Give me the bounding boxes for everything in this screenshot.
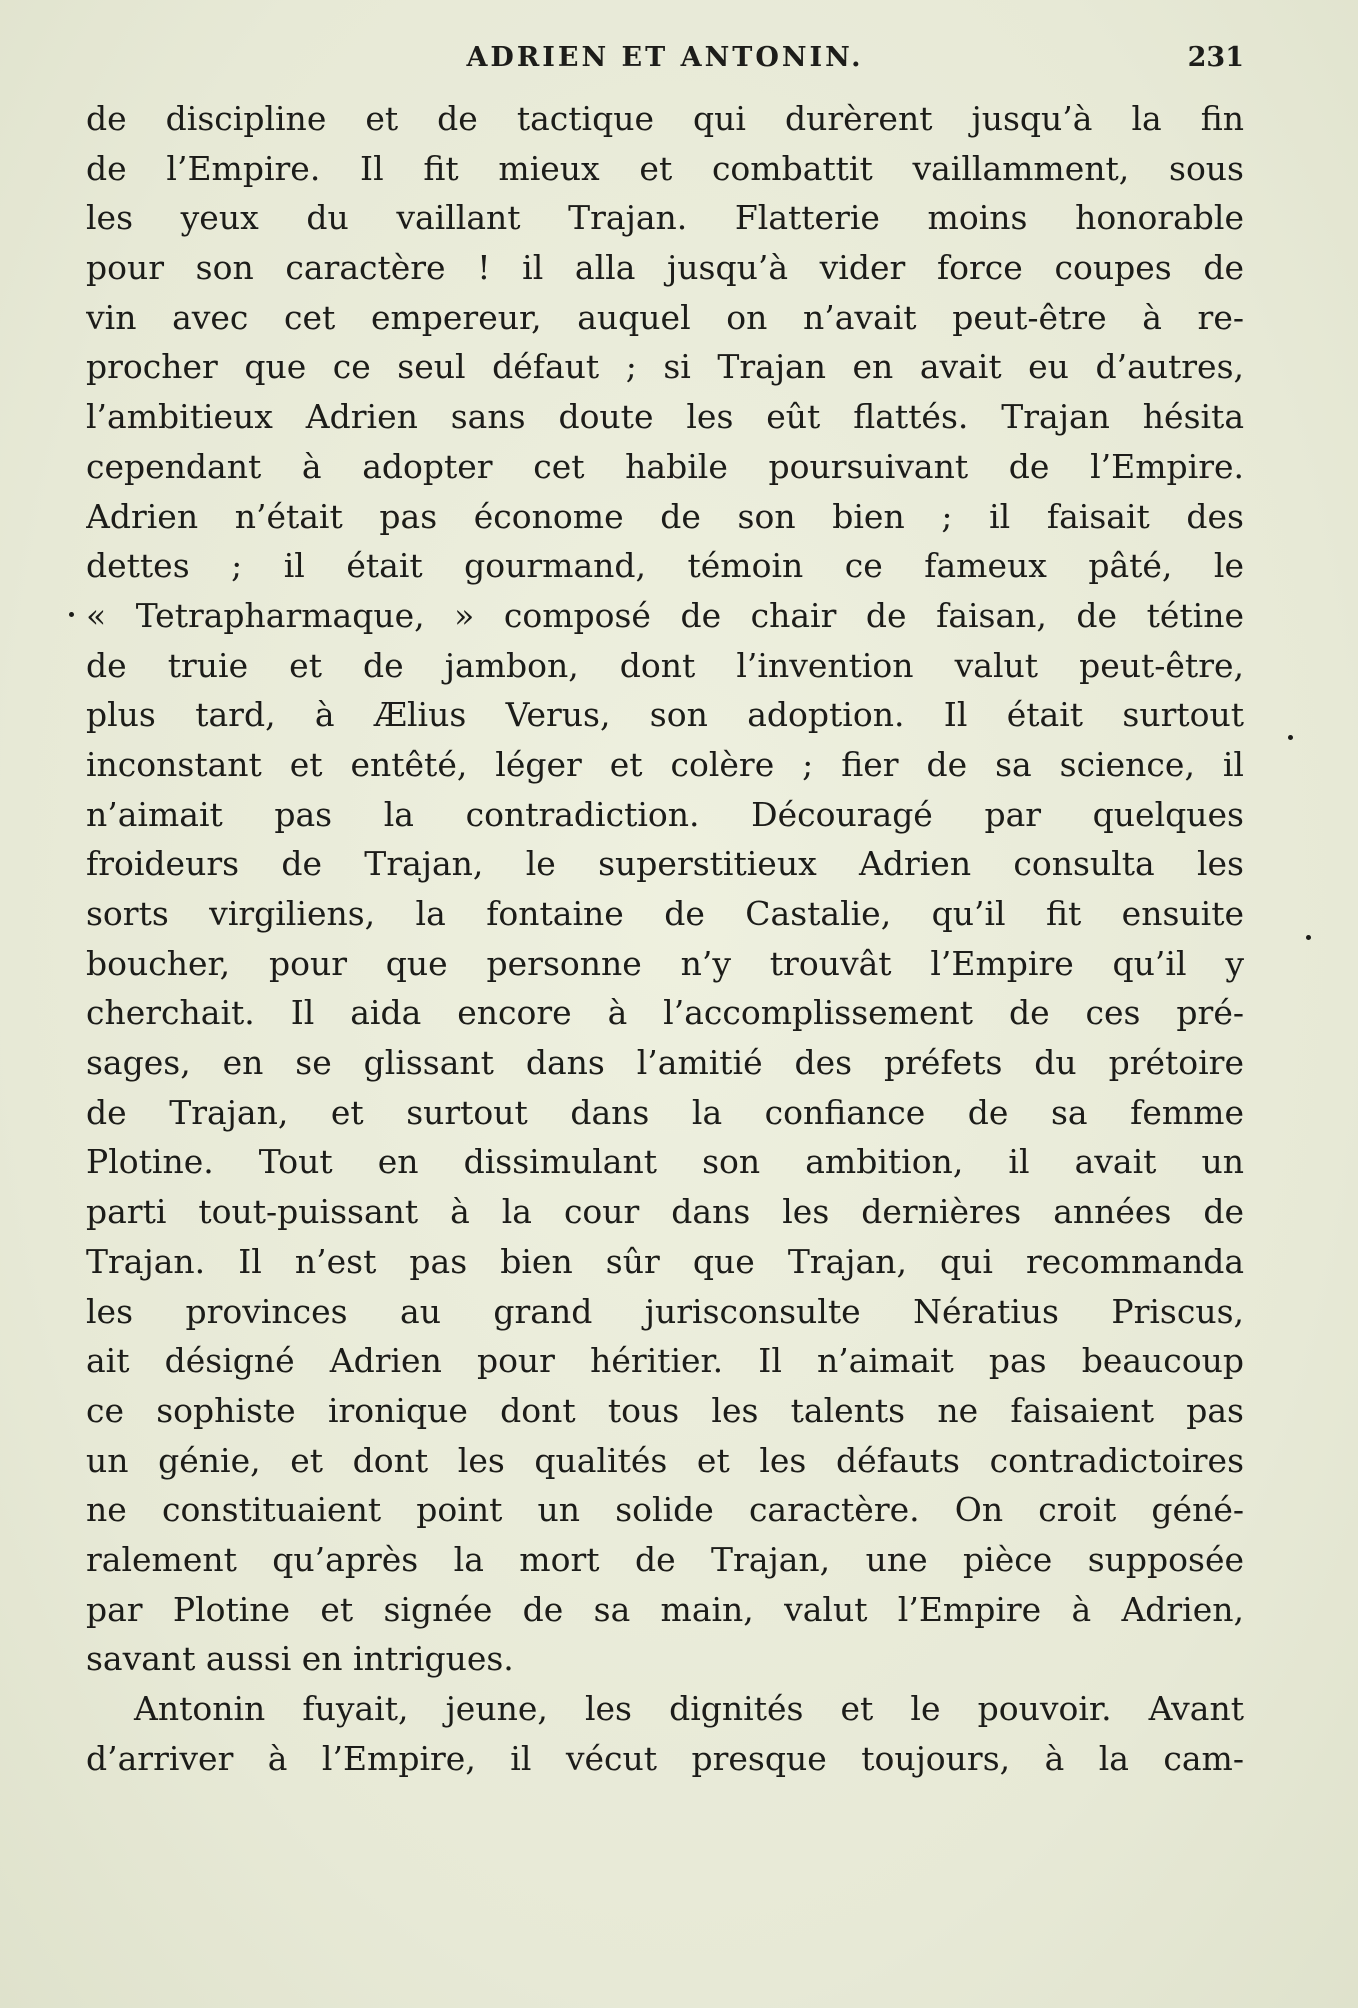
text-line: ce sophiste ironique dont tous les talents ne faisaient pas — [86, 1390, 1244, 1430]
text-line: Trajan. Il n’est pas bien sûr que Trajan, qui recommanda — [86, 1241, 1244, 1281]
text-line: de l’Empire. Il fit mieux et combattit vaillamment, sous — [86, 148, 1244, 188]
text-line: Plotine. Tout en dissimulant son ambition, il avait un — [86, 1142, 1244, 1182]
text-line: n’aimait pas la contradiction. Découragé par quelques — [86, 794, 1244, 834]
text-line: cherchait. Il aida encore à l’accomplissement de ces pré- — [86, 993, 1244, 1033]
text-line: froideurs de Trajan, le superstitieux Adrien consulta les — [86, 844, 1244, 884]
text-line: les yeux du vaillant Trajan. Flatterie moins honorable — [86, 198, 1244, 238]
text-line: de discipline et de tactique qui durèrent jusqu’à la fin — [86, 99, 1244, 138]
text-line: de Trajan, et surtout dans la confiance de sa femme — [86, 1092, 1244, 1132]
text-line: dettes ; il était gourmand, témoin ce fameux pâté, le — [86, 546, 1244, 586]
text-line: ne constituaient point un solide caractère. On croit géné- — [86, 1490, 1244, 1530]
paragraph — [86, 94, 1244, 1684]
body-text — [86, 94, 1244, 1783]
text-line: procher que ce seul défaut ; si Trajan en avait eu d’autres, — [86, 347, 1244, 387]
text-line: un génie, et dont les qualités et les défauts contradictoires — [86, 1440, 1244, 1480]
text-line: d’arriver à l’Empire, il vécut presque toujours, à la cam- — [86, 1738, 1244, 1778]
text-line: Adrien n’était pas économe de son bien ; il faisait des — [86, 496, 1244, 536]
page-header — [86, 36, 1244, 80]
text-line: vin avec cet empereur, auquel on n’avait peut-être à re- — [86, 297, 1244, 337]
text-line: parti tout-puissant à la cour dans les dernières années de — [86, 1192, 1244, 1232]
text-line: « Tetrapharmaque, » composé de chair de faisan, de tétine — [86, 595, 1244, 635]
text-line: savant aussi en intrigues. — [86, 1639, 514, 1679]
text-line: plus tard, à Ælius Verus, son adoption. Il était surtout — [86, 695, 1244, 735]
running-title: ADRIEN ET ANTONIN. — [466, 42, 864, 73]
page-number: 231 — [1187, 42, 1244, 73]
text-line: par Plotine et signée de sa main, valut l’Empire à Adrien, — [86, 1589, 1244, 1629]
text-line: inconstant et entêté, léger et colère ; fier de sa science, il — [86, 744, 1244, 784]
text-line: boucher, pour que personne n’y trouvât l’Empire qu’il y — [86, 943, 1244, 983]
print-speck — [1288, 735, 1293, 740]
paragraph — [86, 1684, 1244, 1783]
text-line: sages, en se glissant dans l’amitié des préfets du prétoire — [86, 1043, 1244, 1083]
text-line: les provinces au grand jurisconsulte Nératius Priscus, — [86, 1291, 1244, 1331]
text-line: pour son caractère ! il alla jusqu’à vider force coupes de — [86, 248, 1244, 288]
print-speck — [69, 612, 74, 617]
text-line: cependant à adopter cet habile poursuivant de l’Empire. — [86, 446, 1244, 486]
text-line: Antonin fuyait, jeune, les dignités et le pouvoir. Avant — [134, 1689, 1244, 1728]
text-line: ralement qu’après la mort de Trajan, une pièce supposée — [86, 1539, 1244, 1579]
text-line: sorts virgiliens, la fontaine de Castalie, qu’il fit ensuite — [86, 894, 1244, 933]
text-line: ait désigné Adrien pour héritier. Il n’aimait pas beaucoup — [86, 1341, 1244, 1381]
text-line: l’ambitieux Adrien sans doute les eût flattés. Trajan hésita — [86, 397, 1244, 437]
print-speck — [1306, 935, 1311, 940]
text-line: de truie et de jambon, dont l’invention valut peut-être, — [86, 645, 1244, 685]
